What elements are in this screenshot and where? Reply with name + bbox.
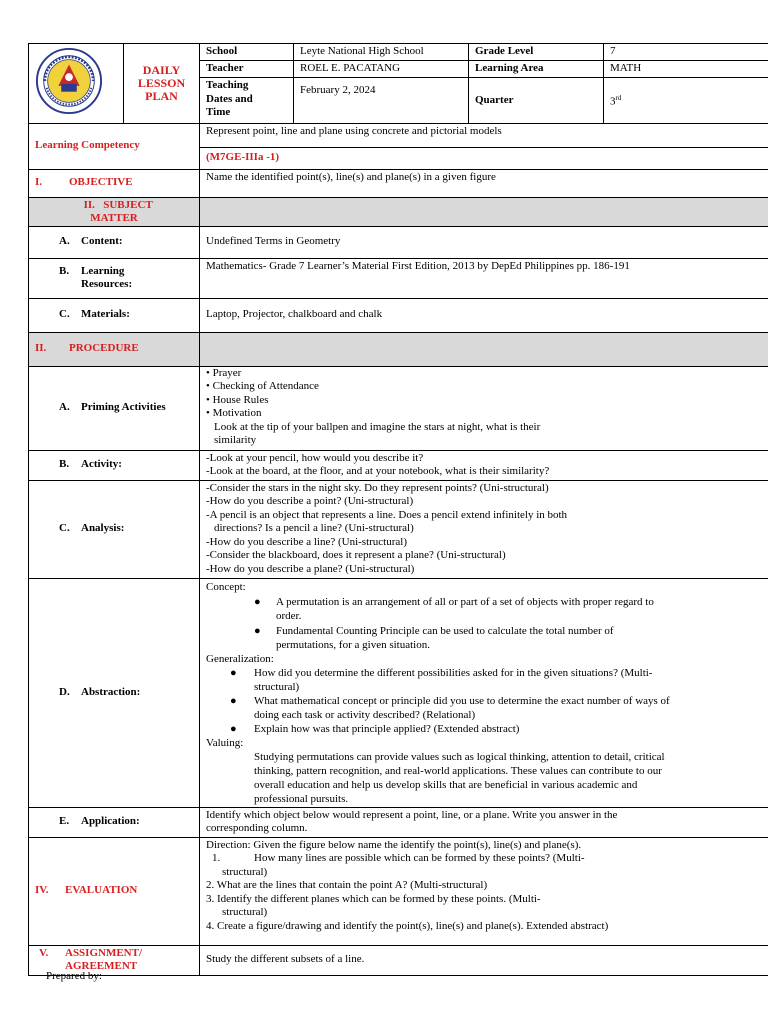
evaluation-question-3: 3. Identify the different planes which can be formed by these points. (Multi- <box>206 892 541 905</box>
analysis-line: directions? Is a pencil a line? (Uni-structural) <box>214 522 414 534</box>
grade-label: Grade Level <box>469 44 604 61</box>
priming-content <box>200 366 768 450</box>
priming-item-motivation: • Motivation <box>206 407 262 419</box>
school-label: School <box>200 44 294 61</box>
analysis-content <box>200 480 768 578</box>
analysis-label: C. Analysis: <box>29 480 200 578</box>
competency-text: Represent point, line and plane using concrete and pictorial models <box>200 123 768 147</box>
valuing-line: thinking, pattern recognition, and real-world applications. These values can contribute to our <box>254 764 662 777</box>
lesson-plan-document <box>28 43 768 976</box>
objective-text: Name the identified point(s), line(s) and plane(s) in a given figure <box>200 169 768 197</box>
assignment-text: Study the different subsets of a line. <box>200 945 768 975</box>
lesson-plan-table <box>28 43 768 976</box>
area-label: Learning Area <box>469 61 604 78</box>
competency-label: Learning Competency <box>29 123 200 169</box>
valuing-line: overall education and help us develop skills that are beneficial in various academic and <box>254 778 638 791</box>
procedure-heading: II. PROCEDURE <box>29 332 200 366</box>
analysis-line: -How do you describe a line? (Uni-structural) <box>206 535 407 548</box>
concept-label: Concept: <box>206 580 246 593</box>
abstraction-content: Concept: ● A permutation is an arrangement of all or part of a set of objects with proper regard to order. ● Fundamental Counting Principle can be used to calculate the total number of permutations, for a given situation. Generalization: ● How did you determine the different possibilities asked for in the given situations? (Multi- structural) ● What mathematical concept or principle did you use to determine the exact number of ways of doing each task or activity described? (Relational) ● Explain how was that principle applied? (Extended abstract) Valuing: Studying permutations can provide values such as logical thinking, attention to detail, critical thinking, pattern recognition, and real-world applications. These values can contribute to our overall education and help us develop skills that are beneficial in various academic and professional pursuits. <box>200 578 768 807</box>
activity-line: -Look at your pencil, how would you describe it? <box>206 451 424 464</box>
subject-matter-heading: II. SUBJECT MATTER <box>29 197 200 226</box>
title-line-2: LESSON <box>137 75 186 90</box>
deped-seal-icon <box>35 47 103 115</box>
generalization-item: ● What mathematical concept or principle did you use to determine the exact number of ways of <box>230 694 670 707</box>
quarter-label: Quarter <box>469 78 604 123</box>
materials-text: Laptop, Projector, chalkboard and chalk <box>200 298 768 332</box>
valuing-line: Studying permutations can provide values such as logical thinking, attention to detail, critical <box>254 750 665 763</box>
motivation-line-1: Look at the tip of your ballpen and imagine the stars at night, what is their <box>214 420 541 433</box>
analysis-line: -How do you describe a plane? (Uni-structural) <box>206 562 415 575</box>
generalization-item: ● How did you determine the different possibilities asked for in the given situations? (Multi- <box>230 666 653 679</box>
concept-item: ● A permutation is an arrangement of all or part of a set of objects with proper regard to <box>254 595 654 608</box>
priming-item-prayer: • Prayer <box>206 366 242 379</box>
evaluation-content: Direction: Given the figure below name the identify the point(s), line(s) and plane(s). 1. How many lines are possible which can be formed by these points? (Multi- structural) 2. What are the lines that contain the point A? (Multi-structural) 3. Identify the different planes which can be formed by these points. (Multi- structural) 4. Create a figure/drawing and identify the point(s), line(s) and plane(s). Extended abstract) <box>200 837 768 945</box>
grade-value: 7 <box>604 44 768 61</box>
analysis-line: -Consider the stars in the night sky. Do they represent points? (Uni-structural) <box>206 481 549 494</box>
prepared-by-label: Prepared by: <box>46 970 102 982</box>
teacher-label: Teacher <box>200 61 294 78</box>
evaluation-direction: Direction: Given the figure below name the identify the point(s), line(s) and plane(s). <box>206 838 582 851</box>
generalization-item: ● Explain how was that principle applied? (Extended abstract) <box>230 722 520 735</box>
title-line-3: PLAN <box>145 88 178 103</box>
subject-matter-blank <box>200 197 768 226</box>
application-content: Identify which object below would represent a point, line, or a plane. Write you answer in the corresponding column. <box>200 807 768 837</box>
concept-item: ● Fundamental Counting Principle can be used to calculate the total number of <box>254 624 614 637</box>
analysis-line: -A pencil is an object that represents a line. Does a pencil extend infinitely in both <box>206 508 568 521</box>
motivation-line-2: similarity <box>214 434 257 446</box>
activity-content <box>200 450 768 480</box>
generalization-label: Generalization: <box>206 652 274 665</box>
quarter-value: 3rd <box>604 78 768 123</box>
assignment-heading: V. ASSIGNMENT/ AGREEMENT <box>29 945 200 975</box>
objective-heading: I. OBJECTIVE <box>29 169 200 197</box>
resources-label: B. Learning Resources: <box>29 258 200 298</box>
logo-cell <box>29 44 124 124</box>
activity-line: -Look at the board, at the floor, and at your notebook, what is their similarity? <box>206 465 550 477</box>
competency-code: (M7GE-IIIa -1) <box>200 147 768 169</box>
priming-label: A. Priming Activities <box>29 366 200 450</box>
teacher-value: ROEL E. PACATANG <box>294 61 469 78</box>
materials-label: C. Materials: <box>29 298 200 332</box>
analysis-line: -Consider the blackboard, does it represent a plane? (Uni-structural) <box>206 549 506 561</box>
dates-label: Teaching Dates and Time <box>200 78 294 123</box>
content-label: A. Content: <box>29 226 200 258</box>
dates-value: February 2, 2024 <box>294 78 469 123</box>
application-label: E. Application: <box>29 807 200 837</box>
priming-item-attendance: • Checking of Attendance <box>206 380 319 392</box>
resources-text: Mathematics- Grade 7 Learner’s Material First Edition, 2013 by DepEd Philippines pp. 186-191 <box>200 258 768 298</box>
evaluation-question-4: 4. Create a figure/drawing and identify the point(s), line(s) and plane(s). Extended abstract) <box>206 919 609 932</box>
title-line-1: DAILY <box>142 62 181 77</box>
school-value: Leyte National High School <box>294 44 469 61</box>
procedure-blank <box>200 332 768 366</box>
area-value: MATH <box>604 61 768 78</box>
plan-title <box>124 44 200 124</box>
evaluation-question-1: 1. How many lines are possible which can be formed by these points? (Multi- <box>212 852 585 864</box>
valuing-line: professional pursuits. <box>254 792 349 805</box>
abstraction-label: D. Abstraction: <box>29 578 200 807</box>
evaluation-heading: IV. EVALUATION <box>29 837 200 945</box>
priming-item-house-rules: • House Rules <box>206 393 269 406</box>
content-text: Undefined Terms in Geometry <box>200 226 768 258</box>
analysis-line: -How do you describe a point? (Uni-structural) <box>206 495 414 507</box>
valuing-label: Valuing: <box>206 736 244 749</box>
activity-label: B. Activity: <box>29 450 200 480</box>
evaluation-question-2: 2. What are the lines that contain the point A? (Multi-structural) <box>206 879 488 891</box>
